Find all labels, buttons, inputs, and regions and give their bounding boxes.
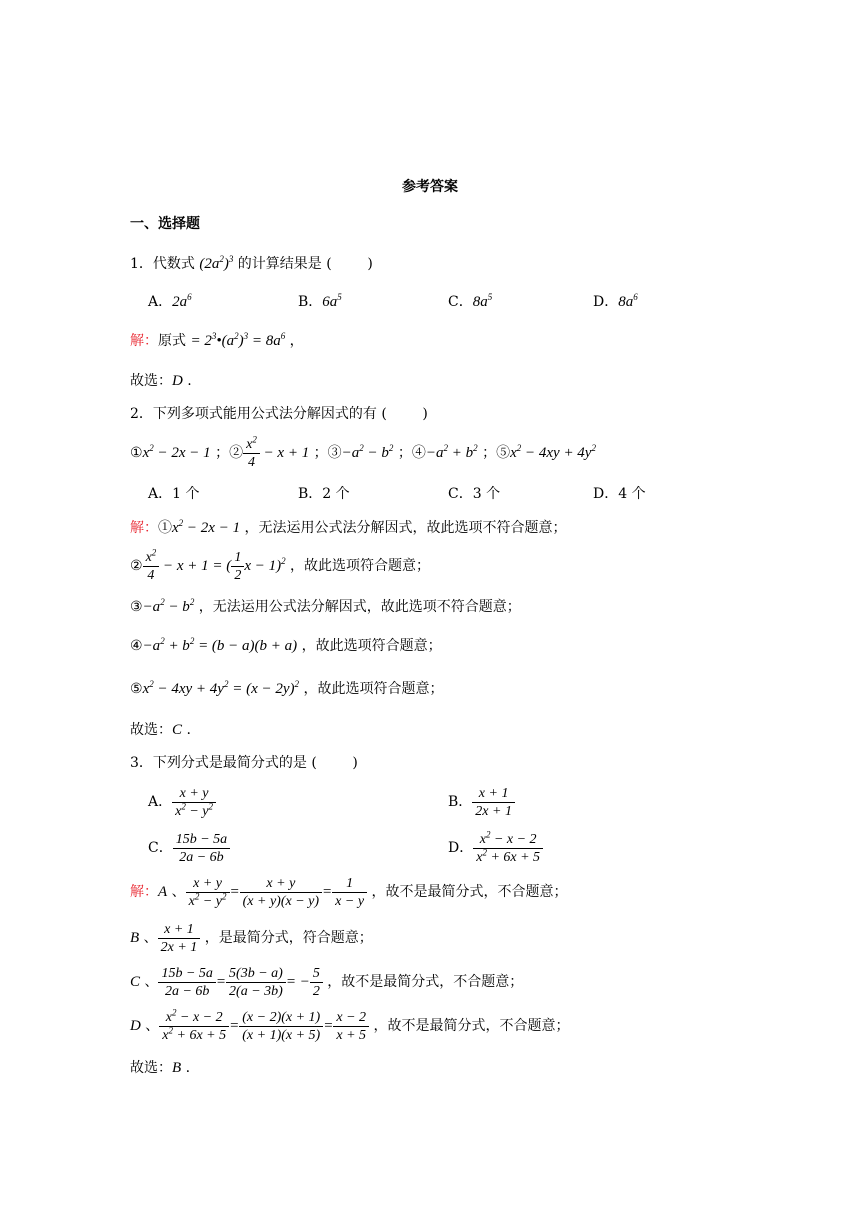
q1-option-d: D．$8a^6$ bbox=[593, 292, 638, 310]
q1-solution: 解：原式 = $2^3•(a^2)^3 = 8a^6$ ， bbox=[130, 331, 304, 349]
q3-option-d: D． $\frac{x^2 - x - 2}{x^2 + 6x + 5}$ bbox=[448, 828, 543, 868]
q2-solution-4: $④-a^2 + b^2 = (b - a)(b + a)$ ，故此选项符合题意； bbox=[130, 636, 442, 654]
q2-option-a: A．1 个 bbox=[148, 486, 200, 502]
solution-label: 解： bbox=[130, 333, 158, 349]
q2-option-d: D．4 个 bbox=[593, 486, 646, 502]
q2-solution-1: 解：$①x^2 - 2x - 1$ ，无法运用公式法分解因式，故此选项不符合题意； bbox=[130, 518, 567, 536]
q2-solution-2: ② $\frac{x^2}{4}$ − x + 1 = ( $\frac{1}{2}$ x − 1)$^2$ ，故此选项符合题意； bbox=[130, 546, 431, 583]
q1-option-a: A．$2a^6$ bbox=[148, 292, 192, 310]
q1-answer: 故选：D . bbox=[130, 373, 192, 389]
q2-answer: 故选：C . bbox=[130, 722, 191, 738]
q2-solution-3: $③-a^2 - b^2$ ，无法运用公式法分解因式，故此选项不符合题意； bbox=[130, 597, 521, 615]
q2-option-b: B．2 个 bbox=[298, 486, 350, 502]
q2-items: $①x^2 - 2x - 1$ ；② $\frac{x^2}{4}$ − x + 1 ；$③-a^2 - b^2$ ；$④-a^2 + b^2$ ；$⑤x^2 - 4xy + 4y^2$ bbox=[130, 433, 596, 470]
q1-stem: 1．代数式 $(2a^2)^3$ 的计算结果是 ( ) bbox=[130, 254, 373, 272]
q3-answer: 故选：B . bbox=[130, 1060, 191, 1076]
q3-stem: 3．下列分式是最简分式的是 ( ) bbox=[130, 755, 358, 771]
q3-option-a: A． $\frac{x + y}{x^2 - y^2}$ bbox=[148, 782, 216, 822]
q3-solution-a: 解：A 、 $\frac{x + y}{x^2 - y^2}$ = $\frac{x + y}{(x + y)(x - y)}$ = $\frac{1}{x - y}$ ，故不是最简分式，不合题意； bbox=[130, 875, 568, 909]
q1-option-b: B．$6a^5$ bbox=[298, 292, 342, 310]
q2-stem: 2．下列多项式能用公式法分解因式的有 ( ) bbox=[130, 406, 428, 422]
q3-option-b: B． $\frac{x + 1}{2x + 1}$ bbox=[448, 782, 515, 822]
q1-option-c: C．$8a^5$ bbox=[448, 292, 493, 310]
q2-option-c: C．3 个 bbox=[448, 486, 501, 502]
section-heading: 一、选择题 bbox=[130, 216, 200, 232]
solution-label: 解： bbox=[130, 884, 158, 900]
q2-solution-5: $⑤x^2 - 4xy + 4y^2 = (x - 2y)^2$ ，故此选项符合题意； bbox=[130, 679, 444, 697]
q3-solution-d: D 、 $\frac{x^2 - x - 2}{x^2 + 6x + 5}$ = $\frac{(x - 2)(x + 1)}{(x + 1)(x + 5)}$ = $\frac{x - 2}{x + 5}$ ，故不是最简分式，不合题意； bbox=[130, 1006, 570, 1043]
solution-label: 解： bbox=[130, 520, 158, 536]
q3-solution-c: C 、 $\frac{15b - 5a}{2a - 6b}$ = $\frac{5(3b - a)}{2(a - 3b)}$ = − $\frac{5}{2}$ ，故不是最简分式，不合题意； bbox=[130, 965, 524, 999]
page-title: 参考答案 bbox=[402, 179, 458, 195]
q3-solution-b: B 、 $\frac{x + 1}{2x + 1}$ ，是最简分式，符合题意； bbox=[130, 921, 373, 955]
q3-option-c: C． $\frac{15b - 5a}{2a - 6b}$ bbox=[148, 828, 230, 868]
